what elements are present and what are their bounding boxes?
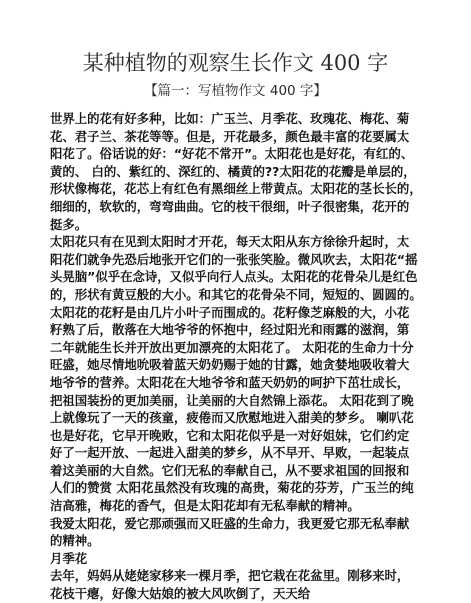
- body-line: 人们的赞赏 太阳花虽然没有玫瑰的高贵，菊花的芬芳，广玉兰的纯: [50, 480, 414, 496]
- body-line: 阳花了。俗话说的好：“好花不常开”。太阳花也是好花，有红的、: [50, 146, 414, 162]
- body-line: 的精神。: [50, 533, 100, 549]
- body-line: 去年，妈妈从姥姥家移来一棵月季，把它栽在花盆里。刚移来时，: [50, 568, 410, 584]
- body-line: 太阳花只有在见到太阳时才开花，每天太阳从东方徐徐升起时，太: [50, 234, 410, 250]
- document-body: [50, 110, 430, 603]
- body-line: 着这美丽的大自然。它们无私的奉献自己，从不要求祖国的回报和: [50, 462, 410, 478]
- body-line: 的，形状有黄豆般的大小。和其它的花骨朵不同，短短的、圆圆的。: [50, 286, 422, 302]
- body-line: 太阳花的花籽是由几片小叶子而围成的。花籽像芝麻般的大，小花: [50, 304, 410, 320]
- body-line: 黄的、 白的、紫红的、深红的、橘黄的??太阳花的花瓣是单层的，: [50, 163, 416, 179]
- body-line: 上就像玩了一天的孩童，疲倦而又欣慰地进入甜美的梦乡。 喇叭花: [50, 410, 414, 426]
- body-line: 二年就能生长并开放出更加漂亮的太阳花了。 太阳花的生命力十分: [50, 339, 414, 355]
- body-line: 洁高雅，梅花的香气，但是太阳花却有无私奉献的精神。: [50, 498, 360, 514]
- body-line: 细细的，软软的，弯弯曲曲。它的枝干很细，叶子很密集，花开的: [50, 198, 410, 214]
- body-line: 花枝干瘪，好像大姑娘的被大风吹倒了，天天给: [50, 586, 311, 602]
- body-line: 头晃脑”似乎在念诗，又似乎向行人点头。太阳花的花骨朵儿是红色: [50, 269, 418, 285]
- body-line: 也是好花，它早开晚败，它和太阳花似乎是一对好姐妹，它们约定: [50, 427, 410, 443]
- document-subtitle: 【篇一：写植物作文 400 字】: [144, 83, 327, 99]
- body-line: 旺盛，她尽情地吮吸着蓝天奶奶赐于她的甘露，她贪婪地吸收着大: [50, 357, 410, 373]
- body-line: 把祖国装扮的更加美丽，让美丽的大自然锦上添花。 太阳花到了晚: [50, 392, 414, 408]
- document-title: 某种植物的观察生长作文 400 字: [82, 51, 389, 75]
- body-line: 好了一起开放、一起进入甜美的梦乡，从不早开、早败，一起装点: [50, 445, 410, 461]
- body-line: 我爱太阳花，爱它那顽强而又旺盛的生命力，我更爱它那无私奉献: [50, 515, 410, 531]
- body-line: 地爷爷的营养。太阳花在大地爷爷和蓝天奶奶的呵护下茁壮成长，: [50, 374, 410, 390]
- body-line: 世界上的花有好多种，比如：广玉兰、月季花、玫瑰花、梅花、菊: [50, 111, 410, 126]
- body-line: 挺多。: [50, 216, 88, 232]
- body-line: 月季花: [50, 550, 88, 566]
- body-line: 阳花们就争先恐后地张开它们的一张张笑脸。微风吹去，太阳花“摇: [50, 251, 418, 267]
- body-line: 形状像梅花，花芯上有红色有黑细丝上带黄点。太阳花的茎长长的，: [50, 181, 422, 197]
- body-line: 籽熟了后，散落在大地爷爷的怀抱中，经过阳光和雨露的滋润，第: [50, 322, 410, 338]
- body-line: 花、君子兰、茶花等等。但是，开花最多，颜色最丰富的花要属太: [50, 128, 410, 144]
